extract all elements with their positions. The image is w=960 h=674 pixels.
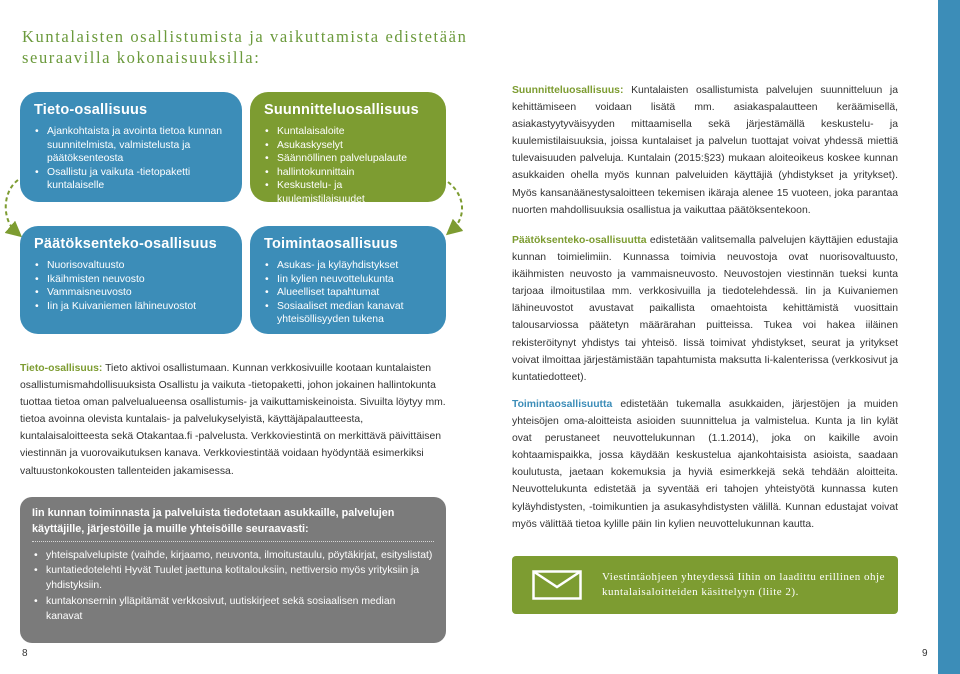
envelope-icon (532, 570, 582, 600)
info-panel-heading: Iin kunnan toiminnasta ja palveluista tiedotetaan asukkaille, palvelujen käyttäjille, järjestöille ja muille yhteisöille seuraavasti: (32, 507, 395, 535)
list-item: • Asukas- ja kyläyhdistykset (264, 259, 432, 273)
list-item: • kuntatiedotelehti Hyvät Tuulet jaettuna kotitalouksiin, nettiversio myös yrityksiin ja yhdistyksiin. (32, 563, 434, 593)
list-item: • Alueelliset tapahtumat (264, 286, 432, 300)
mail-note-box (512, 556, 898, 614)
box-tieto-osallisuus (20, 92, 242, 202)
list-item: • Osallistu ja vaikuta -tietopaketti kuntalaiselle (34, 166, 228, 193)
right-edge-stripe (938, 0, 960, 674)
paragraph-term: Tieto-osallisuus: (20, 363, 103, 374)
box-heading: Päätöksenteko-osallisuus (34, 236, 217, 252)
paragraph-text: edistetään tukemalla asukkaiden, järjestöjen ja muiden yhteisöjen oma-aloitteista asioiden suunnittelua ja valmistelua. Kunta ja Iin kylät ovat perustaneet neuvottelukunnan (1.1.2014), joka on kaikille avoin kohtaamispaikka, jossa käydään keskustelua ajankohtaisista asioista, saadaan koulutusta, jaetaan kokemuksia ja hyviä esimerkkejä sekä tehdään aloitteita. Neuvottelukunta edistetää ja syventää eri tahojen yhteistyötä kunnassa kuten kyläyhdistysten, -toimikuntien ja asukasyhdistysten välillä. Kunnan edustajat voivat myös välittää tietoa kylille päin Iin kylien neuvottelukunnan kautta. (512, 399, 898, 530)
list-item: • yhteispalvelupiste (vaihde, kirjaamo, neuvonta, ilmoitustaulu, pöytäkirjat, esityslistat) (32, 548, 434, 563)
box-paatoksenteko-osallisuus (20, 226, 242, 334)
paragraph-term: Päätöksenteko-osallisuutta (512, 235, 647, 246)
box-list (34, 259, 228, 313)
list-item: • Säännöllinen palvelupalaute (264, 152, 432, 166)
page-number-right: 9 (922, 648, 928, 659)
box-heading: Suunnitteluosallisuus (264, 102, 419, 118)
list-item: • Iin kylien neuvottelukunta (264, 273, 432, 287)
list-item: • Asukaskyselyt (264, 139, 432, 153)
paragraph-text: Kuntalaisten osallistumista palvelujen suunnitteluun ja kehittämiseen voidaan lisätä mm. asiakaspalautteen keräämisellä, asiakastyytyväisyyden mittaamisella sekä järjestämällä keskustelu- ja kuulemistilaisuuksia, joissa kuntalaiset ja palvelun tuottajat voivat yhdessä miettiä tulevaisuuden palveluja. Kuntalain (2015:§23) mukaan aloiteoikeus koskee kunnan asukkaiden ohella myös kunnan palveluiden käyttäjiä (yhdistykset ja yritykset). Myös kansanäänestysaloitteen tekemisen ikäraja alenee 15 vuoteen, joka parantaa nuorten mahdollisuuksia osallistua ja vaikuttaa päätöksentekoon. (512, 85, 898, 216)
paragraph-text: edistetään valitsemalla palvelujen käyttäjien edustajia kunnan toimielimiin. Kunnassa toimivia neuvostoja ovat nuorisovaltuusto, ikäihmisten neuvosto ja vammaisneuvosto. Neuvostojen viestinnän tueksi kunta tarjoaa ilmoitustilaa mm. verkkosivuilla ja tiedotelehdessä. Iin ja Kuivaniemen lähineuvostot avustavat paikallista omaehtoista kehittämistä vuosittain talousarviossa päätetyn määrärahan puitteissa. Tukea voi hakea iiläinen rekisteröitynyt yhdistys tai yhteisö. Iissä toimivat yhdistykset, seurat ja yritykset voivat ilmoittaa järjestämistään tapahtumista maksutta Ii-kalenterissa (verkkosivut ja kuntatiedotteet). (512, 235, 898, 383)
info-list (32, 548, 434, 624)
list-item: • Kuntalaisaloite (264, 125, 432, 139)
page-number-left: 8 (22, 648, 28, 659)
list-item: • hallintokunnittain (264, 166, 432, 180)
box-heading: Toimintaosallisuus (264, 236, 398, 252)
mail-note-text: Viestintäohjeen yhteydessä Iihin on laadittu erillinen ohje kuntalaisaloitteiden käsittelyyn (liite 2). (602, 571, 885, 598)
paragraph-text: Tieto aktivoi osallistumaan. Kunnan verkkosivuille kootaan kuntalaisten osallistumismahdollisuuksista Osallistu ja vaikuta -tietopaketti, johon jokainen hallintokunta tuottaa tietoa oman palvelualueensa osallistumis- ja vaikuttamiskeinoista. Sivuilta löytyy mm. tietoa avoinna olevista kuntalais- ja palvelukyselyistä, käyttäjäpalautteesta, kuntalaisaloitteesta sekä Otakantaa.fi -palvelusta. Verkkoviestintä on merkittävä päivittäisen viestinnän ja vuorovaikutuksen kanava. Verkkoviestintää voidaan hyödyntää esimerkiksi valtuustonkokousten tallenteiden jakamisessa. (20, 363, 446, 477)
paragraph-suunnitteluosallisuus (512, 82, 898, 219)
box-heading: Tieto-osallisuus (34, 102, 148, 118)
box-toimintaosallisuus (250, 226, 446, 334)
page-title: Kuntalaisten osallistumista ja vaikuttamista edistetään seuraavilla kokonaisuuksilla: (22, 27, 468, 67)
list-item: • Sosiaaliset median kanavat yhteisöllisyyden tukena (264, 300, 432, 327)
list-item: • Keskustelu- ja kuulemistilaisuudet (264, 179, 432, 206)
list-item: • Ikäihmisten neuvosto (34, 273, 228, 287)
list-item: • kuntakonsernin ylläpitämät verkkosivut, uutiskirjeet sekä sosiaalisen median kanavat (32, 594, 434, 624)
box-list (34, 125, 228, 193)
box-list (264, 125, 432, 207)
list-item: • Vammaisneuvosto (34, 286, 228, 300)
list-item: • Ajankohtaista ja avointa tietoa kunnan suunnitelmista, valmistelusta ja päätöksenteosta (34, 125, 228, 166)
paragraph-paatoksenteko-osallisuus (512, 232, 898, 386)
info-panel (20, 497, 446, 643)
box-suunnitteluosallisuus (250, 92, 446, 205)
paragraph-toimintaosallisuus (512, 396, 898, 533)
paragraph-tieto-osallisuus (20, 360, 446, 480)
box-list (264, 259, 432, 327)
paragraph-term: Suunnitteluosallisuus: (512, 85, 624, 96)
paragraph-term: Toimintaosallisuutta (512, 399, 613, 410)
dotted-divider (32, 541, 434, 542)
list-item: • Iin ja Kuivaniemen lähineuvostot (34, 300, 228, 314)
list-item: • Nuorisovaltuusto (34, 259, 228, 273)
